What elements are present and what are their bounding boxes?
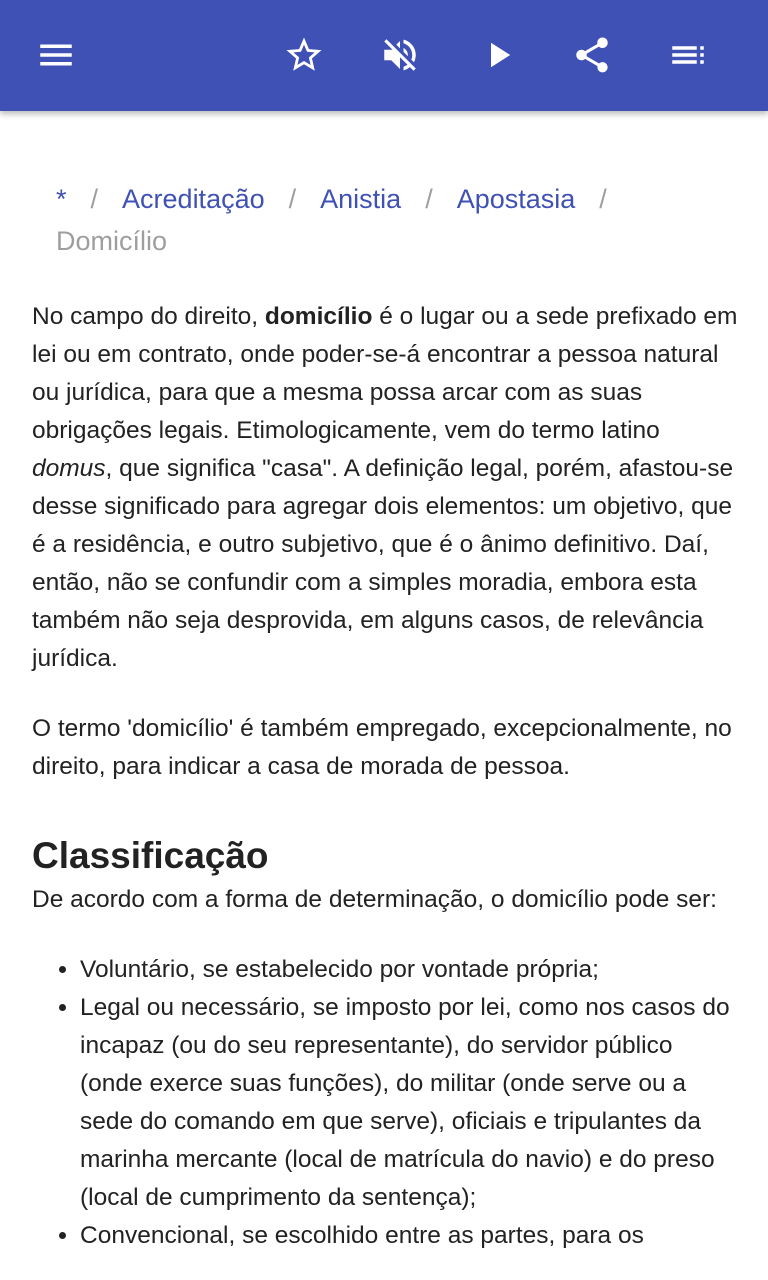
breadcrumb-item-anistia[interactable]: Anistia [320,184,402,214]
favorite-button[interactable] [276,27,332,83]
paragraph-text: , que significa "casa". A definição legal, porém, afastou-se desse significado para agregar dois elementos: um objetivo, que é a residência, e outro subjetivo, que é o ânimo definitivo. Daí, então, não se confundir com a simples moradia, embora esta também não seja desprovida, em alguns casos, de relevância jurídica. [32,455,734,672]
paragraph-text: é o lugar ou a sede prefixado em lei ou em contrato, onde poder-se-á encontrar a pessoa natural ou jurídica, para que a mesma possa arcar com as suas obrigações legais. Etimologicamente, vem do termo latino [32,303,738,444]
table-of-contents-button[interactable] [660,27,716,83]
star-icon [283,34,325,76]
breadcrumb-current: Domicílio [56,226,168,256]
breadcrumb-separator: / [425,184,433,214]
article-paragraph: De acordo com a forma de determinação, o domicílio pode ser: [32,886,717,913]
article-paragraph: O termo 'domicílio' é também empregado, excepcionalmente, no direito, para indicar a casa de morada de pessoa. [32,715,732,780]
list-item: • Convencional, se escolhido entre as partes, para os [80,1217,738,1255]
italic-term: domus [32,455,106,482]
breadcrumb-separator: / [288,184,297,214]
list-item: • Voluntário, se estabelecido por vontade própria; [80,951,738,989]
play-icon [477,34,519,76]
app-bar [0,0,768,111]
menu-button[interactable] [28,27,84,83]
breadcrumb-separator: / [599,184,607,214]
list-item: • Legal ou necessário, se imposto por lei, como nos casos do incapaz (ou do seu representante), do servidor público (onde exerce suas funções), do militar (onde serve ou a sede do comando em que serve), oficiais e tripulantes da marinha mercante (local de matrícula do navio) e do preso (local de cumprimento da sentença); [80,989,738,1217]
mute-button[interactable] [372,27,428,83]
toc-icon [667,34,709,76]
share-icon [571,34,613,76]
paragraph-text: No campo do direito, [32,303,265,330]
menu-icon [35,34,77,76]
breadcrumb-item-acreditacao[interactable]: Acreditação [122,184,265,214]
volume-off-icon [379,34,421,76]
breadcrumb-separator: / [90,184,99,214]
breadcrumb-item-home[interactable]: * [56,184,67,214]
classification-list [32,951,738,1255]
breadcrumb [56,178,736,262]
article-paragraph [32,298,738,678]
bold-term: domicílio [264,303,373,330]
article-content [32,298,738,1255]
play-button[interactable] [470,27,526,83]
section-heading: Classificação [32,835,269,876]
share-button[interactable] [564,27,620,83]
breadcrumb-item-apostasia[interactable]: Apostasia [456,184,576,214]
